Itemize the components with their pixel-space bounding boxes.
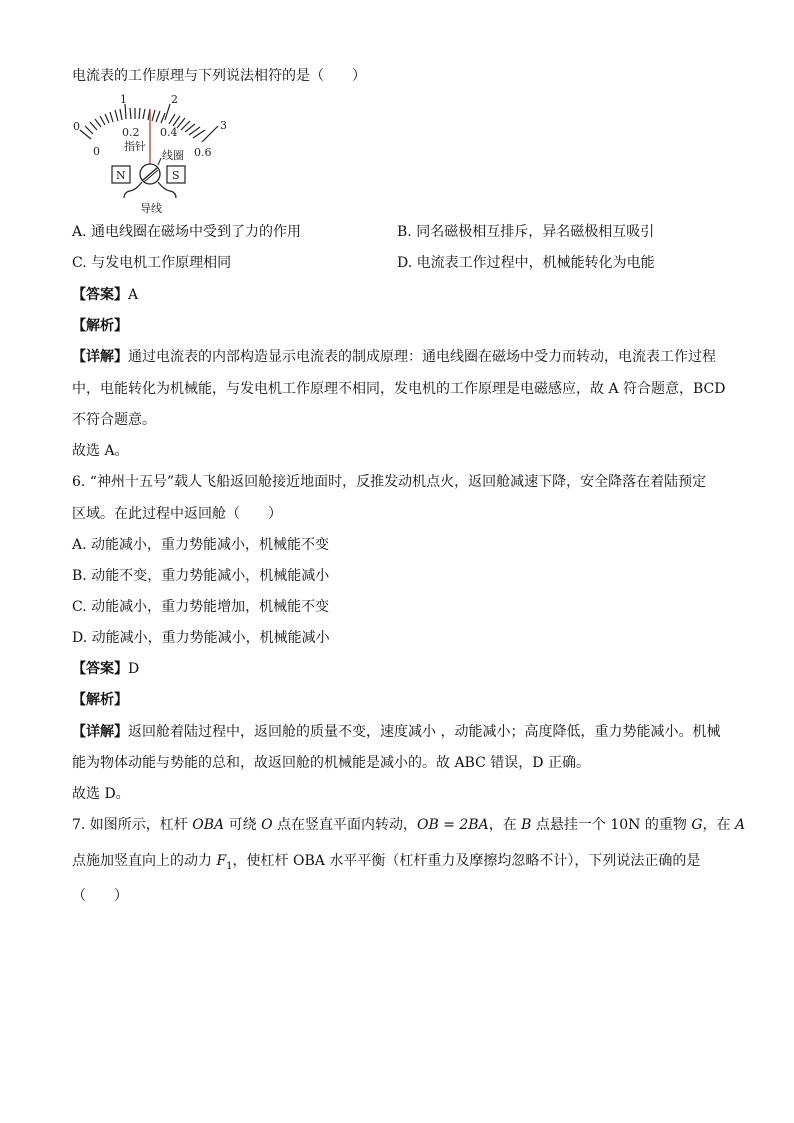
q5-option-c: C. 与发电机工作原理相同 [72,255,232,271]
detail-tag: 【详解】 [72,349,128,365]
scale-top-2: 2 [171,93,178,106]
q5-detail-line-3: 不符合题意。 [72,412,156,428]
ammeter-figure [68,90,238,218]
q6-stem-line-2: 区域。在此过程中返回舱（ ） [72,506,282,522]
pointer-label: 指针 [124,140,146,153]
q7-stem-line-1: 7. 如图所示，杠杆 OBA 可绕 O 点在竖直平面内转动，OB = 2BA，在 B 点悬挂一个 10N 的重物 G，在 A [72,817,746,833]
q7-stem-line-2: 点施加竖直向上的动力 $F_1$，使杠杆 OBA 水平平衡（杠杆重力及摩擦均忽略不计），下列说法正确的是 [72,853,701,872]
q6-option-b: B. 动能不变，重力势能减小，机械能减小 [72,568,330,584]
q6-analysis-tag: 【解析】 [72,692,128,708]
q5-option-d: D. 电流表工作过程中，机械能转化为电能 [397,255,655,271]
dial-ticks [80,104,218,142]
answer-tag: 【答案】 [72,661,128,677]
detail-text: 返回舱着陆过程中，返回舱的质量不变，速度减小 ，动能减小；高度降低，重力势能减小。机械 [128,724,721,740]
q6-stem-line-1: 6. “神州十五号”载人飞船返回舱接近地面时，反推发动机点火，返回舱减速下降，安全降落在着陆预定 [72,474,707,490]
scale-top-0: 0 [73,120,80,133]
detail-tag: 【详解】 [72,724,128,740]
scale-top-3: 3 [220,119,227,132]
q6-detail-line-1 [72,722,720,742]
q6-option-c: C. 动能减小，重力势能增加，机械能不变 [72,599,330,615]
magnet-n-label: N [116,169,126,182]
detail-text: 通过电流表的内部构造显示电流表的制成原理：通电线圈在磁场中受力而转动，电流表工作过程 [128,349,716,365]
q6-option-a: A. 动能减小，重力势能减小，机械能不变 [72,537,330,553]
q5-answer [72,285,138,305]
ratio-formula: OB = 2BA [417,817,489,833]
wire-label: 导线 [140,202,162,215]
q7-stem-line-3: （ ） [72,888,128,904]
q6-conclusion: 故选 D。 [72,786,130,802]
wire-left [124,182,142,198]
q5-detail-line-2: 中，电能转化为机械能，与发电机工作原理不相同，发电机的工作原理是电磁感应，故 A 符合题意，BCD [72,381,726,397]
wire-right [158,182,176,198]
q5-detail-line-1 [72,347,716,367]
q5-conclusion: 故选 A。 [72,443,129,459]
q5-option-a: A. 通电线圈在磁场中受到了力的作用 [72,224,302,240]
coil-leader [158,158,161,165]
answer-tag: 【答案】 [72,287,128,303]
scale-bottom-04: 0.4 [160,126,178,139]
q5-stem: 电流表的工作原理与下列说法相符的是（ ） [72,68,366,84]
scale-top-1: 1 [120,93,127,106]
force-symbol: F [216,853,227,869]
scale-bottom-02: 0.2 [122,126,140,139]
q6-detail-line-2: 能为物体动能与势能的总和，故返回舱的机械能是减小的。故 ABC 错误，D 正确。 [72,755,590,771]
scale-bottom-06: 0.6 [194,146,212,159]
ammeter-diagram [68,90,238,218]
q5-analysis-tag: 【解析】 [72,318,128,334]
q5-option-b: B. 同名磁极相互排斥，异名磁极相互吸引 [397,224,655,240]
magnet-s-label: S [172,169,180,182]
coil-label: 线圈 [162,149,184,162]
q6-option-d: D. 动能减小，重力势能减小，机械能减小 [72,630,330,646]
answer-value: A [128,287,139,303]
scale-bottom-0: 0 [93,145,100,158]
q6-answer [72,659,139,679]
answer-value: D [128,661,140,677]
